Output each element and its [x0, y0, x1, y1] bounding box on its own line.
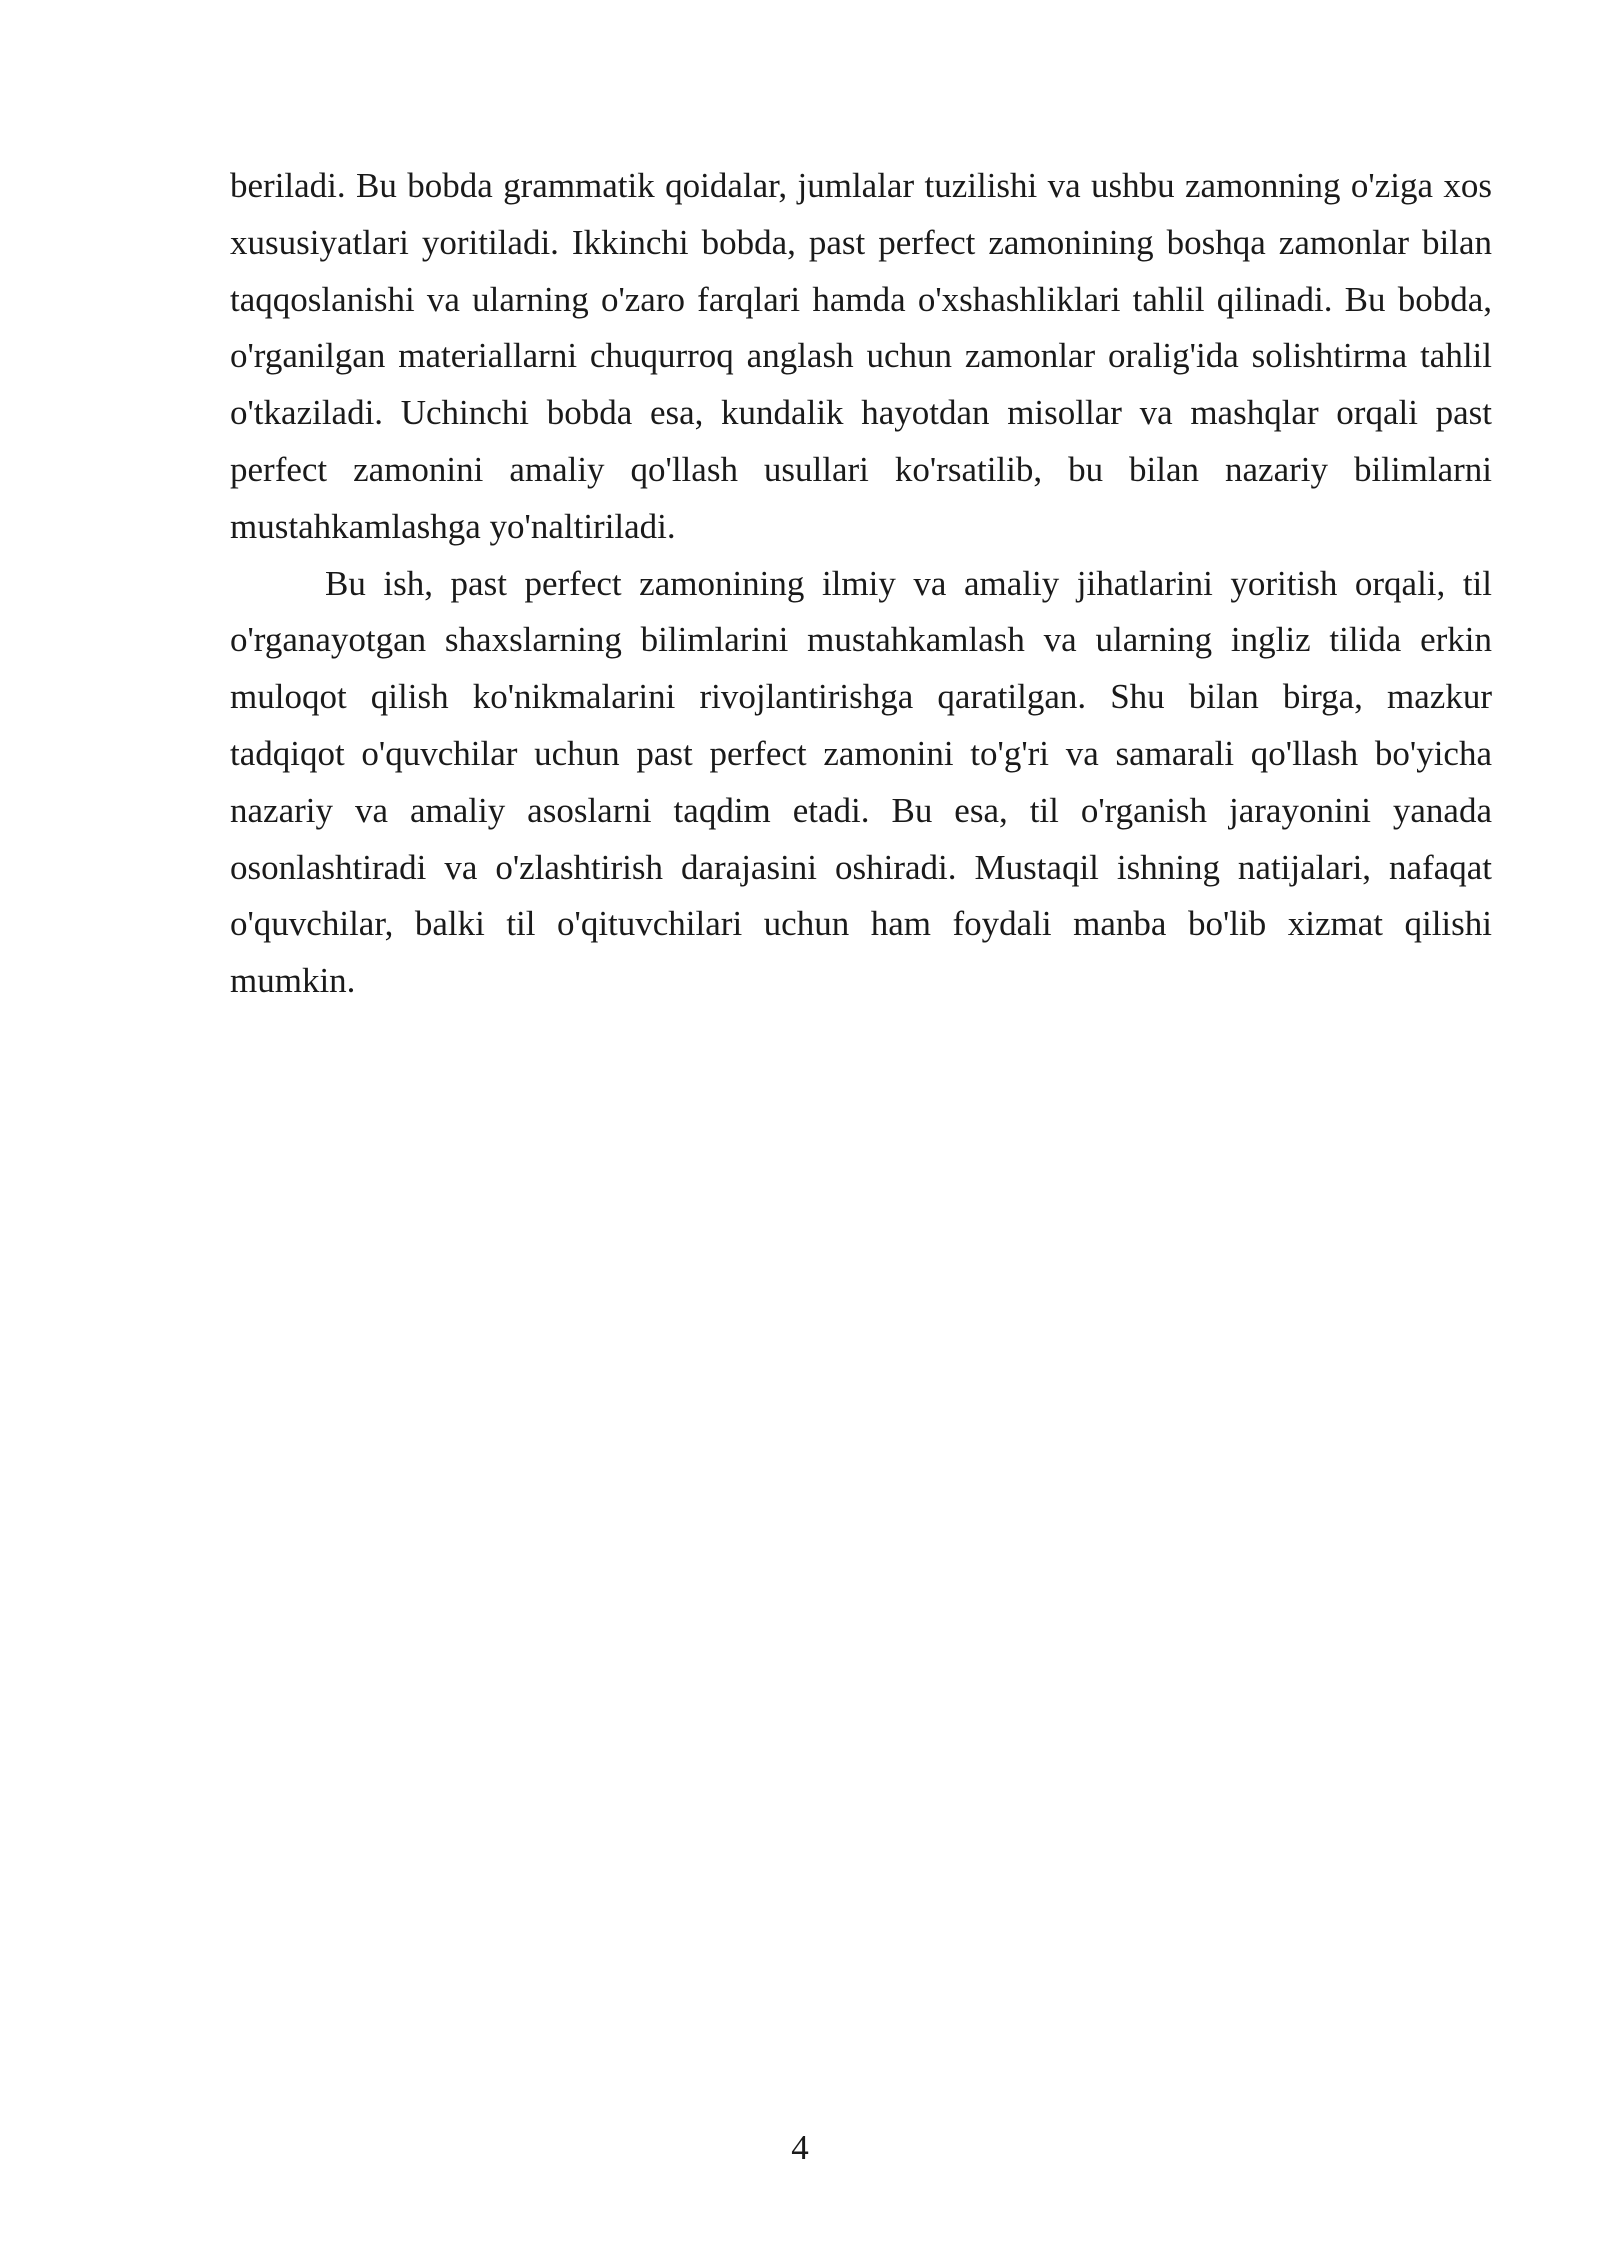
page-number: 4	[791, 2128, 809, 2167]
paragraph-continuation: beriladi. Bu bobda grammatik qoidalar, jumlalar tuzilishi va ushbu zamonning o'ziga xos xususiyatlari yoritiladi. Ikkinchi bobda, past perfect zamonining boshqa zamonlar bilan taqqoslanishi va ularning o'zaro farqlari hamda o'xshashliklari tahlil qilinadi. Bu bobda, o'rganilgan materiallarni chuqurroq anglash uchun zamonlar oralig'ida solishtirma tahlil o'tkaziladi. Uchinchi bobda esa, kundalik hayotdan misollar va mashqlar orqali past perfect zamonini amaliy qo'llash usullari ko'rsatilib, bu bilan nazariy bilimlarni mustahkamlashga yo'naltiriladi.	[230, 166, 1492, 546]
body-text	[230, 158, 1492, 1010]
paragraph-indented: Bu ish, past perfect zamonining ilmiy va amaliy jihatlarini yoritish orqali, til o'rganayotgan shaxslarning bilimlarini mustahkamlash va ularning ingliz tilida erkin muloqot qilish ko'nikmalarini rivojlantirishga qaratilgan. Shu bilan birga, mazkur tadqiqot o'quvchilar uchun past perfect zamonini to'g'ri va samarali qo'llash bo'yicha nazariy va amaliy asoslarni taqdim etadi. Bu esa, til o'rganish jarayonini yanada osonlashtiradi va o'zlashtirish darajasini oshiradi. Mustaqil ishning natijalari, nafaqat o'quvchilar, balki til o'qituvchilari uchun ham foydali manba bo'lib xizmat qilishi mumkin.	[230, 563, 1492, 1001]
